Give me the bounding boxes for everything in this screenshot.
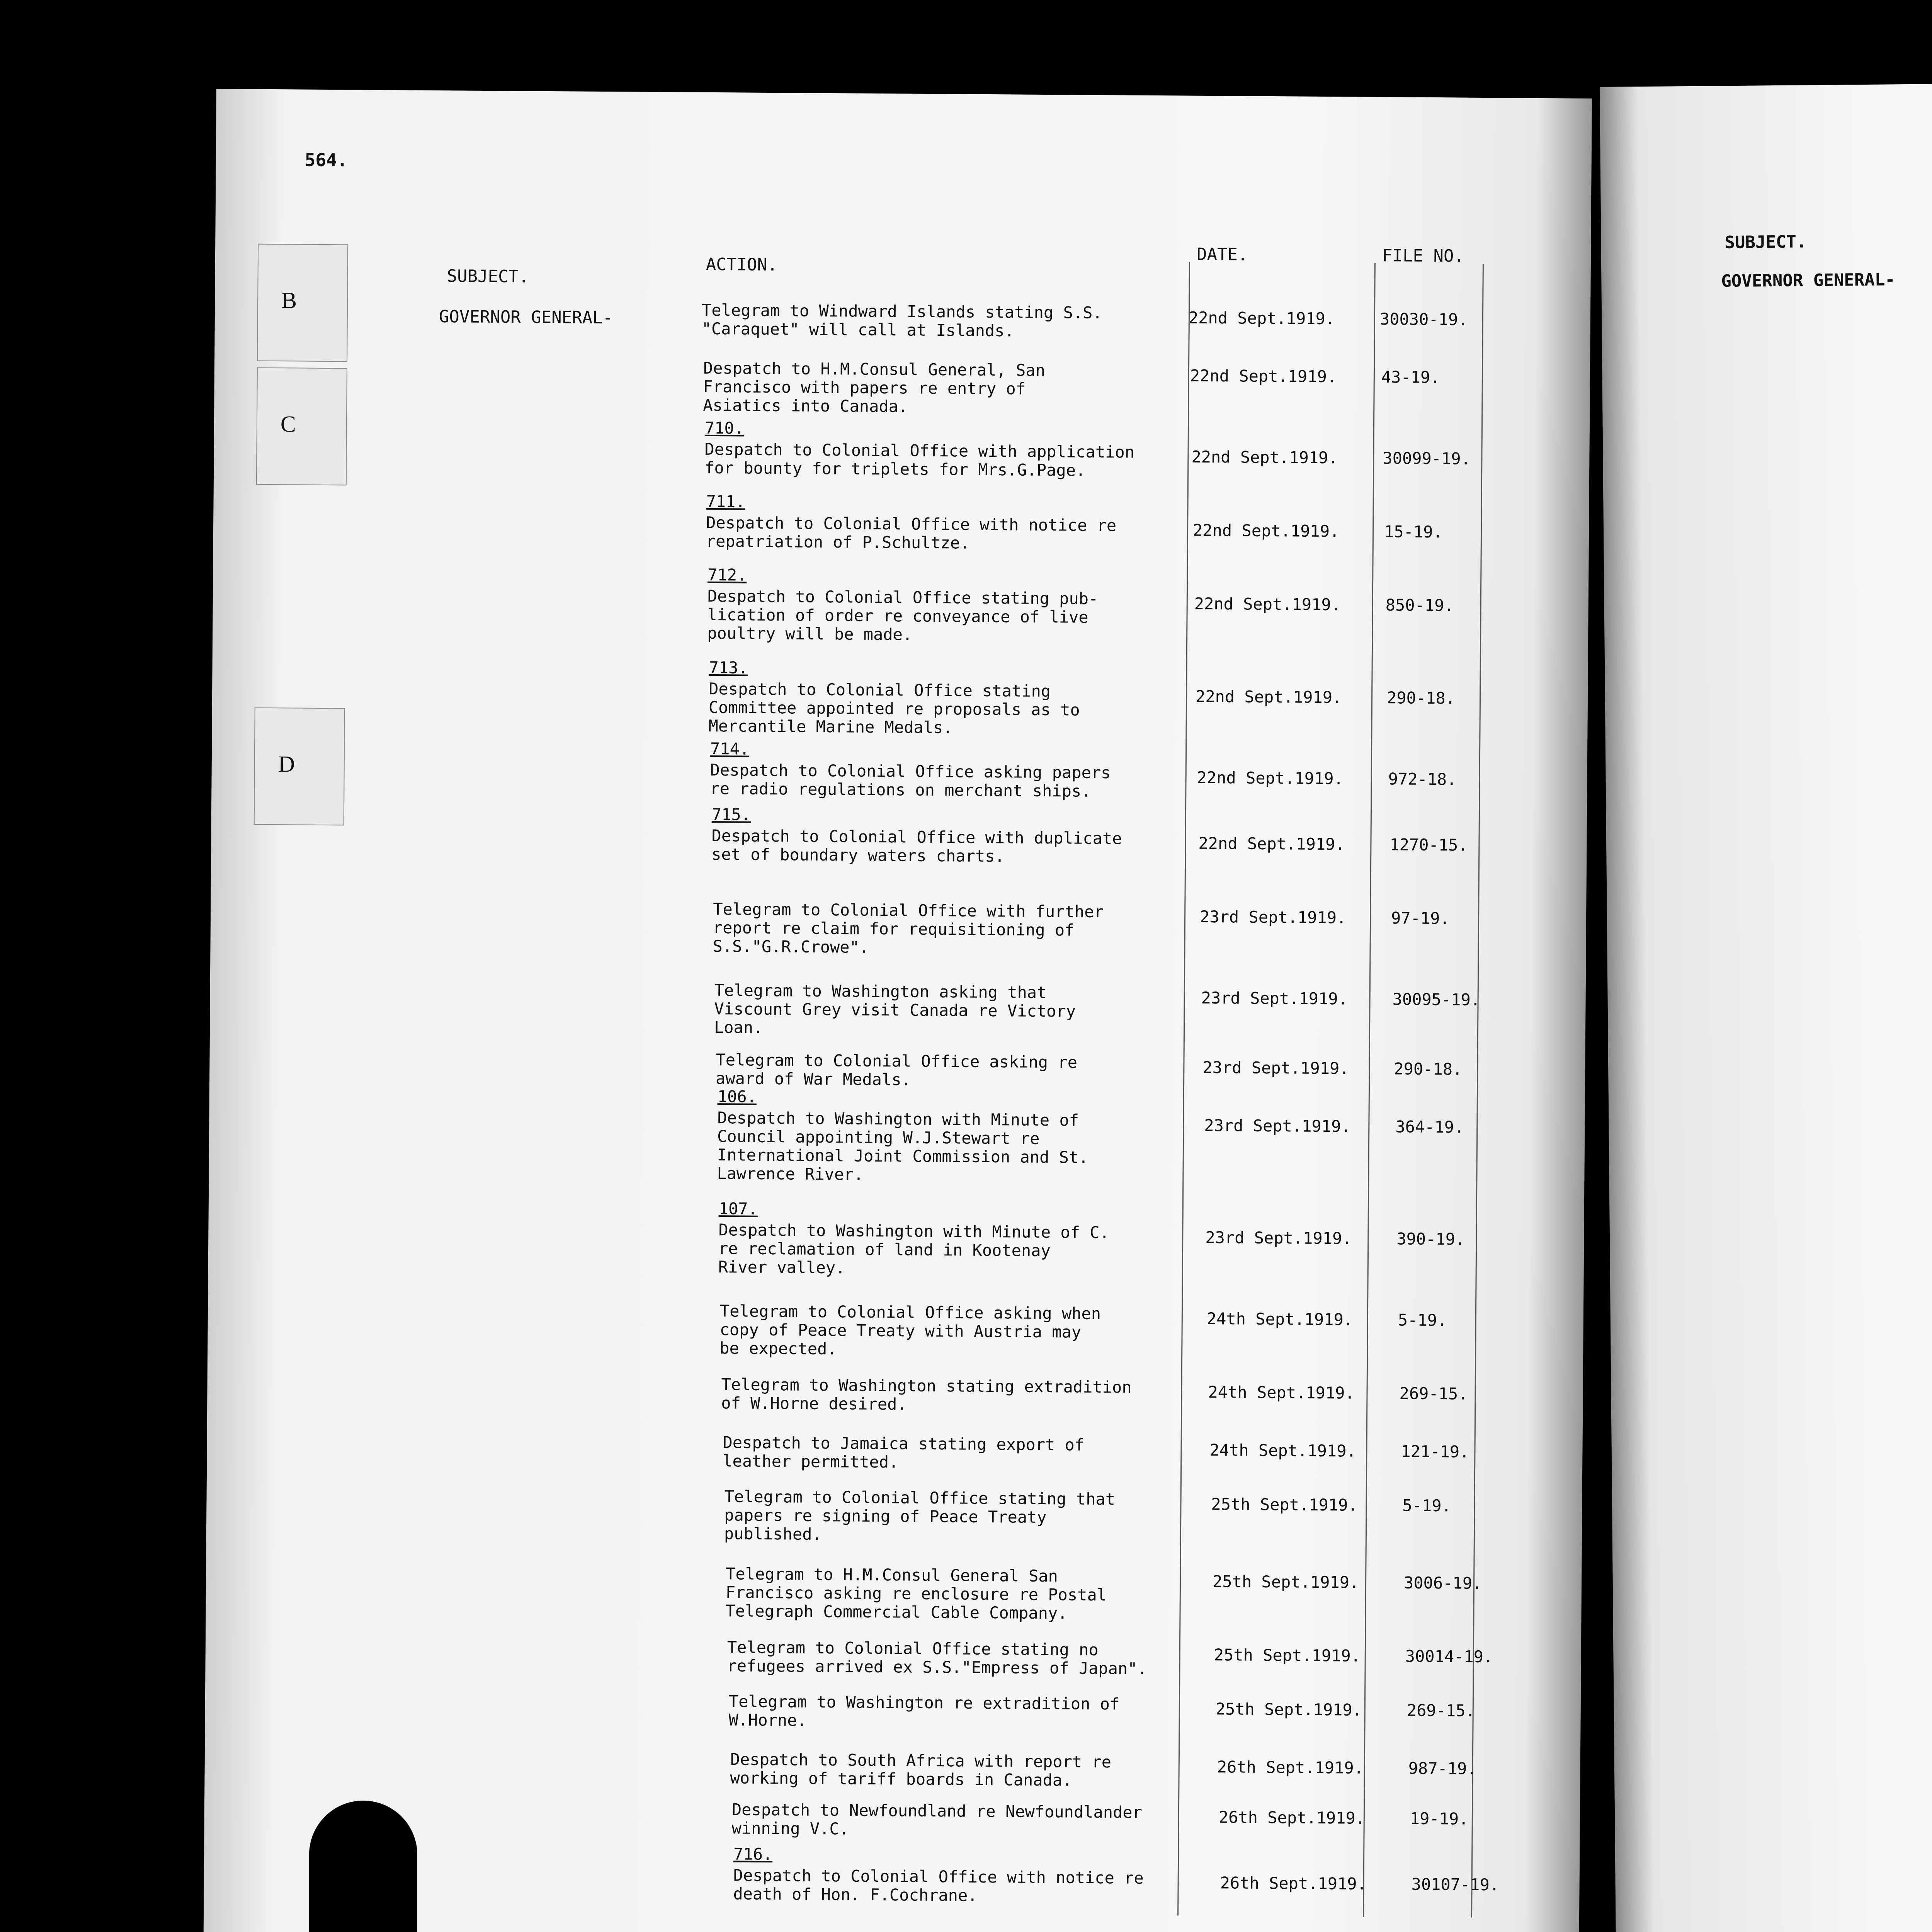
entry-number: 713. [709,658,748,677]
entry-date: 24th Sept.1919. [1208,1383,1355,1403]
entry-file-no: 30107-19. [1411,1874,1500,1895]
subject-governor-general: GOVERNOR GENERAL- [1721,270,1895,291]
entry-file-no: 269-15. [1399,1384,1468,1403]
header-file-no: FILE NO. [1382,246,1464,266]
entry-action: Despatch to Newfoundland re Newfoundlander winning V.C. [731,1800,1143,1838]
page-number: 564. [304,149,348,171]
entry-file-no: 269-15. [1406,1701,1475,1720]
entry-file-no: 3006-19. [1403,1573,1482,1593]
entry-file-no: 15-19. [1384,522,1443,542]
entry-file-no: 972-18. [1388,769,1457,789]
index-tabs [247,244,347,1829]
entry-action: Despatch to South Africa with report re working of tariff boards in Canada. [730,1750,1112,1790]
entry-action: Telegram to Washington stating extradition of W.Horne desired. [721,1375,1132,1414]
entry-date: 23rd Sept.1919. [1204,1116,1351,1136]
right-entries [1600,76,1932,87]
entry-number: 711. [706,492,745,511]
entry-date: 23rd Sept.1919. [1201,988,1348,1009]
entry-date: 24th Sept.1919. [1209,1440,1356,1461]
entry-number: 107. [718,1199,758,1218]
entry-date: 22nd Sept.1919. [1192,520,1340,541]
left-page [203,89,1592,1932]
entry-file-no: 290-18. [1386,688,1456,708]
entry-action: Despatch to Colonial Office with duplicate set of boundary waters charts. [711,826,1122,866]
entry-file-no: 97-19. [1391,908,1450,928]
header-action: ACTION. [706,254,778,275]
entry-file-no: 43-19. [1381,367,1440,387]
entry-file-no: 290-18. [1394,1059,1463,1079]
entry-file-no: 5-19. [1402,1496,1452,1515]
entry-file-no: 1270-15. [1389,835,1468,855]
entry-file-no: 30099-19. [1383,449,1471,468]
tab-letter: C [280,411,296,437]
entry-action: Telegram to Windward Islands stating S.S. "Caraquet" will call at Islands. [701,300,1102,340]
entry-date: 25th Sept.1919. [1212,1572,1359,1592]
entry-date: 23rd Sept.1919. [1202,1058,1349,1078]
entry-date: 22nd Sept.1919. [1191,447,1338,468]
entry-file-no: 850-19. [1385,595,1454,615]
entry-date: 23rd Sept.1919. [1205,1228,1352,1248]
entry-action: Telegram to Colonial Office stating that papers re signing of Peace Treaty published. [724,1487,1116,1544]
entry-action: Telegram to Colonial Office asking re award of War Medals. [715,1050,1078,1089]
entry-date: 22nd Sept.1919. [1195,687,1342,707]
entry-date: 23rd Sept.1919. [1199,907,1347,927]
entry-date: 26th Sept.1919. [1220,1873,1367,1893]
entry-number: 710. [704,418,744,438]
entry-action: Telegram to Washington re extradition of W.Horne. [728,1692,1120,1730]
entry-file-no: 987-19. [1408,1759,1477,1778]
index-tab-b[interactable] [257,244,348,362]
entry-file-no: 364-19. [1395,1117,1464,1137]
entry-date: 26th Sept.1919. [1217,1757,1364,1777]
header-subject: SUBJECT. [1725,232,1807,253]
entry-date: 22nd Sept.1919. [1194,594,1341,614]
entry-action: Despatch to Washington with Minute of C. re reclamation of land in Kootenay River valley. [718,1220,1110,1277]
entry-date: 22nd Sept.1919. [1190,366,1337,386]
entry-file-no: 30095-19. [1392,990,1481,1009]
entry-action: Despatch to Colonial Office with notice re repatriation of P.Schultze. [706,513,1117,553]
entry-date: 25th Sept.1919. [1214,1645,1361,1665]
index-tab-c[interactable] [256,367,347,486]
entry-action: Telegram to Colonial Office stating no refugees arrived ex S.S."Empress of Japan". [727,1638,1147,1678]
entry-action: Telegram to H.M.Consul General San Francisco asking re enclosure re Postal Telegraph Commercial Cable Company. [725,1564,1107,1623]
entry-action: Despatch to H.M.Consul General, San Francisco with papers re entry of Asiatics into Canada. [703,358,1046,416]
entry-date: 22nd Sept.1919. [1198,833,1345,854]
entry-file-no: 30030-19. [1379,310,1468,329]
column-rule [1363,263,1376,1917]
entry-action: Telegram to Colonial Office asking when copy of Peace Treaty with Austria may be expected. [719,1301,1101,1359]
header-subject: SUBJECT. [447,266,529,287]
entry-date: 22nd Sept.1919. [1188,308,1335,328]
entry-file-no: 30014-19. [1405,1646,1493,1667]
entry-date: 25th Sept.1919. [1215,1699,1362,1719]
entry-file-no: 5-19. [1398,1310,1447,1330]
tab-letter: D [278,751,295,777]
entry-action: Despatch to Colonial Office stating Committee appointed re proposals as to Mercantile Marine Medals. [708,679,1080,737]
entry-file-no: 121-19. [1401,1442,1469,1461]
entry-date: 26th Sept.1919. [1218,1808,1366,1828]
entry-number: 714. [710,739,750,759]
entry-file-no: 19-19. [1410,1809,1469,1828]
entry-date: 22nd Sept.1919. [1197,768,1344,788]
entry-file-no: 390-19. [1396,1229,1465,1249]
entry-action: Despatch to Colonial Office with application for bounty for triplets for Mrs.G.Page. [704,439,1135,480]
header-date: DATE. [1196,244,1248,265]
right-page [1600,76,1932,1932]
entry-action: Despatch to Colonial Office asking papers re radio regulations on merchant ships. [710,760,1111,801]
column-rule [1471,264,1484,1918]
entry-action: Telegram to Colonial Office with further report re claim for requisitioning of S.S."G.R.Crowe". [713,900,1104,957]
entry-number: 106. [717,1087,757,1106]
entry-action: Despatch to Colonial Office stating pub- lication of order re conveyance of live poultry will be made. [707,586,1099,644]
entry-date: 25th Sept.1919. [1211,1495,1358,1515]
entry-action: Despatch to Jamaica stating export of leather permitted. [723,1433,1085,1472]
thumb-shadow [309,1801,417,1932]
subject-governor-general: GOVERNOR GENERAL- [439,307,613,328]
index-tab-d[interactable] [254,707,345,826]
entry-date: 24th Sept.1919. [1206,1309,1354,1329]
entry-action: Telegram to Washington asking that Viscount Grey visit Canada re Victory Loan. [714,981,1076,1037]
tab-letter: B [281,287,297,313]
entry-number: 715. [711,804,751,824]
entry-action: Despatch to Washington with Minute of Council appointing W.J.Stewart re International Joint Commission and St. Lawrence River. [717,1108,1088,1184]
entry-number: 716. [733,1844,773,1864]
entry-action: Despatch to Colonial Office with notice re death of Hon. F.Cochrane. [733,1866,1144,1905]
entry-number: 712. [707,565,747,585]
